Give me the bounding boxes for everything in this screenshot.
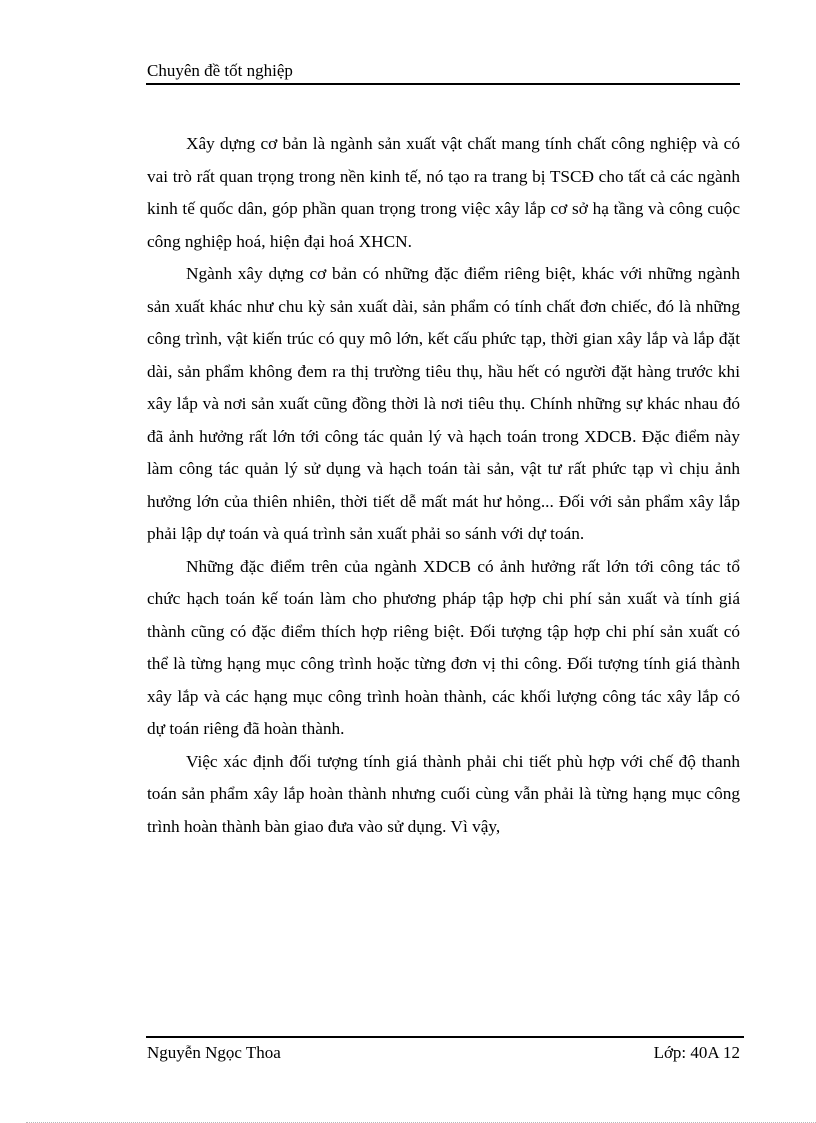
header-title: Chuyên đề tốt nghiệp [147,61,293,80]
paragraph: Những đặc điểm trên của ngành XDCB có ảnh hưởng rất lớn tới công tác tổ chức hạch toán kế toán làm cho phương pháp tập hợp chi phí sản xuất và tính giá thành cũng có đặc điểm thích hợp riêng biệt. Đối tượng tập hợp chi phí sản xuất có thể là từng hạng mục công trình hoặc từng đơn vị thi công. Đối tượng tính giá thành xây lắp và các hạng mục công trình hoàn thành, các khối lượng công tác xây lắp có dự toán riêng đã hoàn thành. [147,556,740,738]
paragraph: Xây dựng cơ bản là ngành sản xuất vật chất mang tính chất công nghiệp và có vai trò rất quan trọng trong nền kinh tế, nó tạo ra trang bị TSCĐ cho tất cả các ngành kinh tế quốc dân, góp phần quan trọng trong việc xây lắp cơ sở hạ tầng và công cuộc công nghiệp hoá, hiện đại hoá XHCN. [147,134,740,251]
paragraph: Ngành xây dựng cơ bản có những đặc điểm riêng biệt, khác với những ngành sản xuất khác như chu kỳ sản xuất dài, sản phẩm có tính chất đơn chiếc, đó là những công trình, vật kiến trúc có quy mô lớn, kết cấu phức tạp, thời gian xây lắp và lắp đặt dài, sản phẩm không đem ra thị trường tiêu thụ, hầu hết có người đặt hàng trước khi xây lắp và nơi sản xuất cũng đồng thời là nơi tiêu thụ. Chính những sự khác nhau đó đã ảnh hưởng rất lớn tới công tác quản lý và hạch toán trong XDCB. Đặc điểm này làm công tác quản lý sử dụng và hạch toán tài sản, vật tư rất phức tạp vì chịu ảnh hưởng lớn của thiên nhiên, thời tiết dễ mất mát hư hỏng... Đối với sản phẩm xây lắp phải lập dự toán và quá trình sản xuất phải so sánh với dự toán. [147,264,740,543]
header-divider [146,83,740,85]
document-body [147,128,740,843]
paragraph: Việc xác định đối tượng tính giá thành phải chi tiết phù hợp với chế độ thanh toán sản phẩm xây lắp hoàn thành nhưng cuối cùng vẫn phải là từng hạng mục công trình hoàn thành bàn giao đưa vào sử dụng. Vì vậy, [147,751,740,836]
footer-class-label: Lớp: 40A 12 [653,1043,740,1062]
footer-author: Nguyễn Ngọc Thoa [147,1043,281,1062]
footer-divider [146,1036,744,1038]
